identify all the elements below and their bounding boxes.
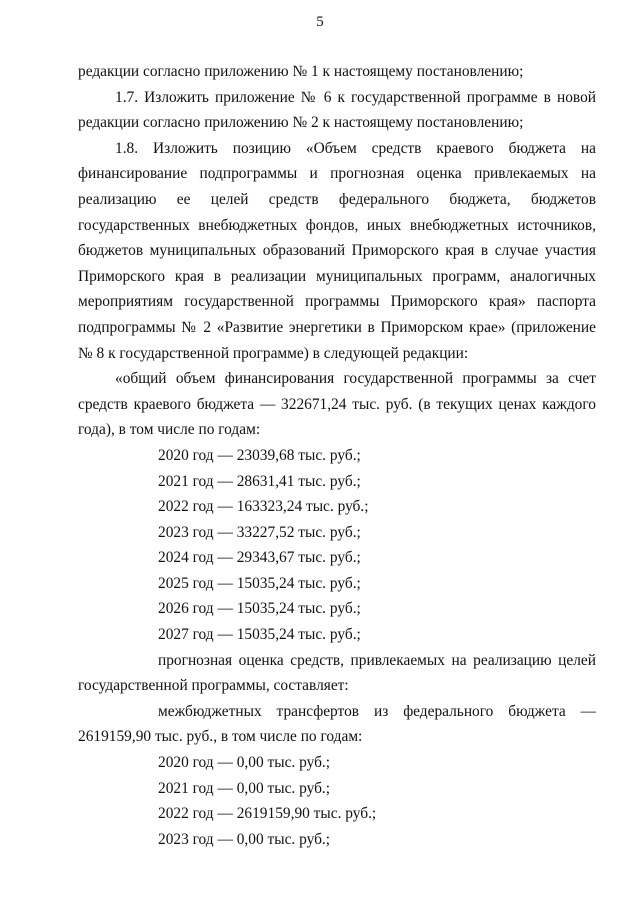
year-item: 2027 год — 15035,24 тыс. руб.; (158, 626, 361, 644)
paragraph-1: редакции согласно приложению № 1 к настоящему постановлению; (78, 63, 524, 80)
document-body (78, 59, 596, 852)
regional-budget-year-list (78, 443, 596, 648)
year-item: 2020 год — 23039,68 тыс. руб.; (158, 446, 361, 464)
paragraph-2-line-1: 1.7. Изложить приложение № 6 к государственной программе в новой (115, 88, 596, 106)
paragraph-forecast: прогнозная оценка средств, привлекаемых на реализацию целей государственной программы, составляет: (78, 651, 596, 695)
paragraph-total-funding: «общий объем финансирования государственной программы за счет средств краевого бюджета –– 322671,24 тыс. руб. (в текущих ценах каждого года), в том числе по годам: (78, 370, 596, 439)
year-item: 2023 год — 0,00 тыс. руб.; (158, 830, 331, 848)
year-item: 2025 год — 15035,24 тыс. руб.; (158, 574, 361, 592)
year-item: 2022 год — 2619159,90 тыс. руб.; (158, 805, 377, 823)
year-item: 2021 год — 0,00 тыс. руб.; (158, 779, 331, 797)
year-item: 2022 год — 163323,24 тыс. руб.; (158, 498, 369, 516)
year-item: 2020 год — 0,00 тыс. руб.; (158, 754, 331, 772)
page-number: 5 (316, 14, 324, 30)
federal-transfers-year-list (78, 750, 596, 852)
year-item: 2026 год — 15035,24 тыс. руб.; (158, 600, 361, 618)
year-item: 2023 год — 33227,52 тыс. руб.; (158, 523, 361, 541)
year-item: 2021 год — 28631,41 тыс. руб.; (158, 472, 361, 490)
paragraph-2-line-2: редакции согласно приложению № 2 к настоящему постановлению; (78, 114, 524, 132)
paragraph-federal-transfers: межбюджетных трансфертов из федерального бюджета — 2619159,90 тыс. руб., в том числе по годам: (78, 702, 596, 746)
year-item: 2024 год — 29343,67 тыс. руб.; (158, 549, 361, 567)
paragraph-1-8: 1.8. Изложить позицию «Объем средств краевого бюджета на финансирование подпрограммы и прогнозная оценка привлекаемых на реализацию ее целей средств федерального бюджета, бюджетов государственных внебюджетных фондов, иных внебюджетных источников, бюджетов муниципальных образований Приморского края в случае участия Приморского края в реализации муниципальных программ, аналогичных мероприятиям государственной программы Приморского края» паспорта подпрограммы № 2 «Развитие энергетики в Приморском крае» (приложение № 8 к государственной программе) в следующей редакции: (78, 139, 596, 362)
